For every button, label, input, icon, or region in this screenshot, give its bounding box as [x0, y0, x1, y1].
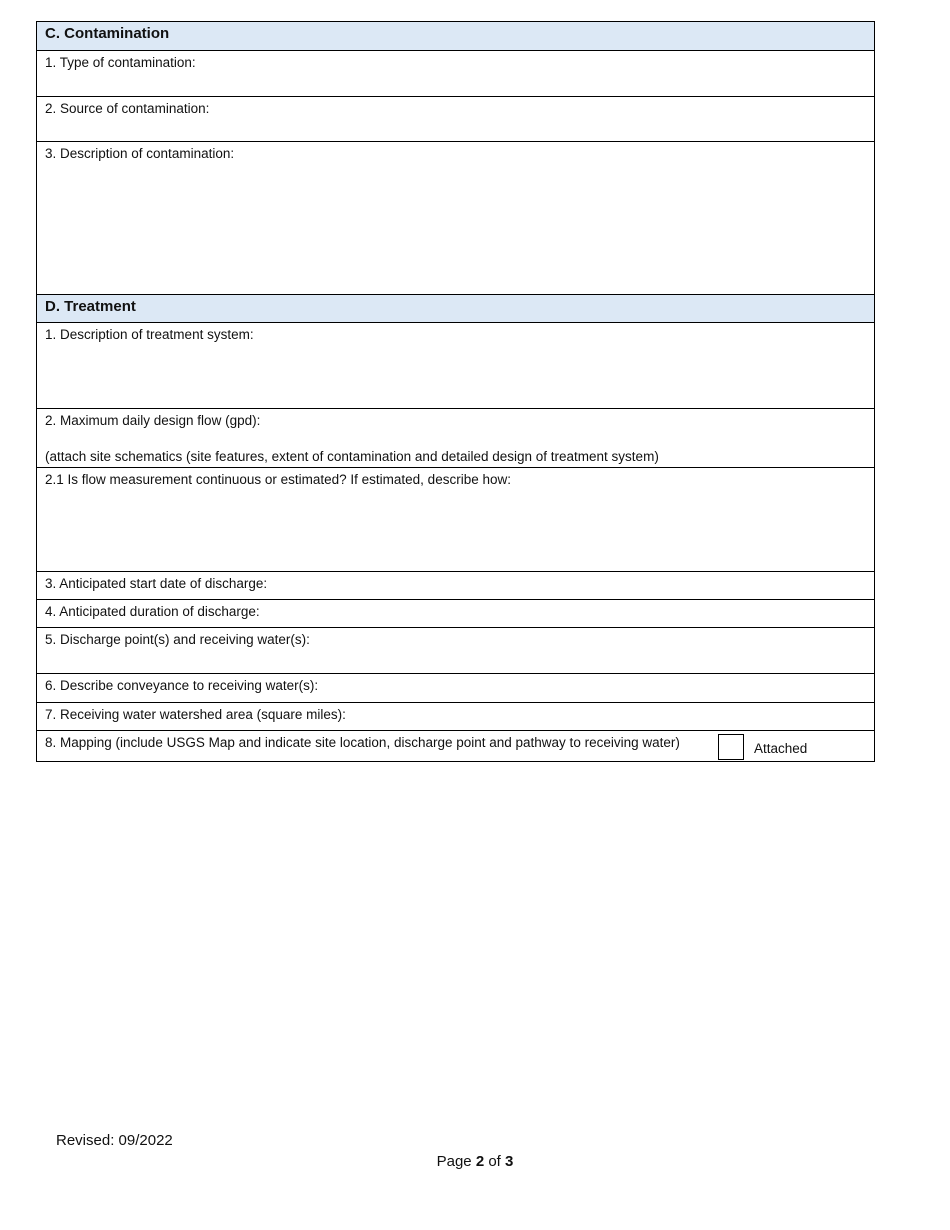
- field-description-of-contamination[interactable]: [36, 142, 875, 295]
- field-label: 3. Description of contamination:: [45, 146, 235, 161]
- section-title: D. Treatment: [45, 298, 136, 315]
- field-discharge-points[interactable]: [36, 628, 875, 674]
- field-watershed-area[interactable]: [36, 703, 875, 731]
- field-label: 4. Anticipated duration of discharge:: [45, 604, 260, 619]
- field-label: 8. Mapping (include USGS Map and indicate site location, discharge point and pathway to receiving water): [45, 735, 680, 750]
- attachment-note: (attach site schematics (site features, extent of contamination and detailed design of treatment system): [45, 449, 659, 464]
- section-header-contamination: [36, 22, 875, 51]
- field-label: 2. Maximum daily design flow (gpd):: [45, 413, 261, 428]
- field-label: 7. Receiving water watershed area (square miles):: [45, 707, 346, 722]
- field-source-of-contamination[interactable]: [36, 97, 875, 142]
- field-anticipated-duration[interactable]: [36, 600, 875, 628]
- field-label: 3. Anticipated start date of discharge:: [45, 576, 268, 591]
- page-current: 2: [475, 1153, 485, 1170]
- page-prefix: Page: [436, 1153, 472, 1170]
- field-label: 1. Description of treatment system:: [45, 327, 254, 342]
- field-conveyance-to-receiving-water[interactable]: [36, 674, 875, 703]
- field-mapping: [36, 731, 875, 762]
- attached-checkbox-group[interactable]: [718, 734, 807, 760]
- page-total: 3: [505, 1153, 514, 1170]
- permit-form-table: [36, 21, 875, 762]
- field-flow-measurement-method[interactable]: [36, 468, 875, 572]
- field-anticipated-start-date[interactable]: [36, 572, 875, 600]
- field-label: 2. Source of contamination:: [45, 101, 210, 116]
- field-label: 2.1 Is flow measurement continuous or estimated? If estimated, describe how:: [45, 472, 511, 487]
- field-label: 5. Discharge point(s) and receiving water(s):: [45, 632, 310, 647]
- attached-checkbox[interactable]: [718, 734, 744, 760]
- page-of: of: [488, 1153, 501, 1170]
- section-header-treatment: [36, 295, 875, 323]
- field-label: 1. Type of contamination:: [45, 55, 196, 70]
- revision-date: Revised: 09/2022: [56, 1132, 173, 1149]
- section-title: C. Contamination: [45, 25, 170, 42]
- field-maximum-daily-design-flow[interactable]: [36, 409, 875, 468]
- field-label: 6. Describe conveyance to receiving water(s):: [45, 678, 319, 693]
- field-type-of-contamination[interactable]: [36, 51, 875, 97]
- attached-checkbox-label: Attached: [754, 740, 808, 756]
- page-number: [0, 1153, 950, 1170]
- field-description-of-treatment-system[interactable]: [36, 323, 875, 409]
